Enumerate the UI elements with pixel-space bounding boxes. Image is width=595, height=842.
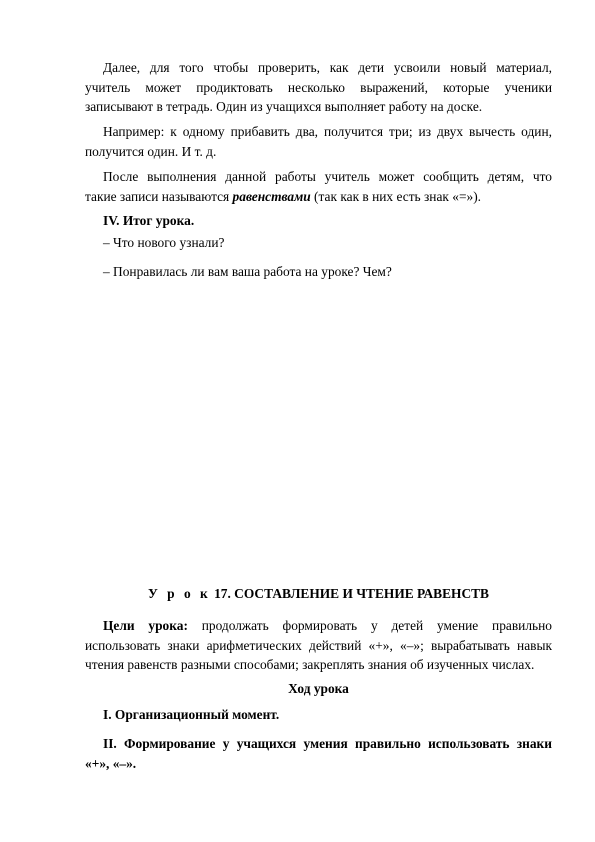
- text-line: записывают в тетрадь. Один из учащихся выполняет работу на доске.: [85, 99, 483, 114]
- text-line: использовать знаки арифметических действий «+», «–»; вырабатывать навык: [85, 637, 552, 653]
- term-equalities: равенствами: [232, 188, 311, 204]
- heading-summary: IV. Итог урока.: [103, 213, 195, 228]
- step-formation: [85, 734, 552, 773]
- paragraph-example: [85, 122, 552, 161]
- paragraph-check-learning: [85, 58, 552, 117]
- lesson-title: [85, 584, 552, 604]
- paragraph-equalities: [85, 167, 552, 206]
- goals-label: Цели урока:: [103, 618, 188, 633]
- text-line: Например: к одному прибавить два, получится три; из двух вычесть один,: [103, 124, 552, 139]
- text-line: получится один. И т. д.: [85, 143, 217, 159]
- text-line: [85, 616, 552, 636]
- text-fragment: продолжать формировать у детей умение правильно: [187, 618, 552, 633]
- lesson-goals: [85, 616, 552, 675]
- lesson-title-text: 17. СОСТАВЛЕНИЕ И ЧТЕНИЕ РАВЕНСТВ: [210, 586, 489, 601]
- text-fragment: такие записи называются: [85, 188, 233, 204]
- text-line: Далее, для того чтобы проверить, как дети усвоили новый материал,: [103, 60, 552, 75]
- text-fragment: (так как в них есть знак «=»).: [310, 188, 481, 204]
- lesson-title-prefix: У р о к: [148, 586, 211, 601]
- text-line: «+», «–».: [85, 755, 137, 771]
- question-line: – Понравилась ли вам ваша работа на уроке? Чем?: [103, 264, 392, 279]
- text-line: чтения равенств разными способами; закреплять знания об изученных числах.: [85, 657, 535, 672]
- text-line: После выполнения данной работы учитель может сообщить детям, что: [103, 169, 552, 184]
- question-line: – Что нового узнали?: [103, 235, 225, 250]
- text-line: [85, 187, 552, 207]
- step-organizational: I. Организационный момент.: [103, 707, 280, 722]
- course-heading: Ход урока: [288, 681, 349, 696]
- text-line: II. Формирование у учащихся умения правильно использовать знаки: [103, 736, 552, 751]
- text-line: учитель может продиктовать несколько выражений, которые ученики: [85, 79, 552, 95]
